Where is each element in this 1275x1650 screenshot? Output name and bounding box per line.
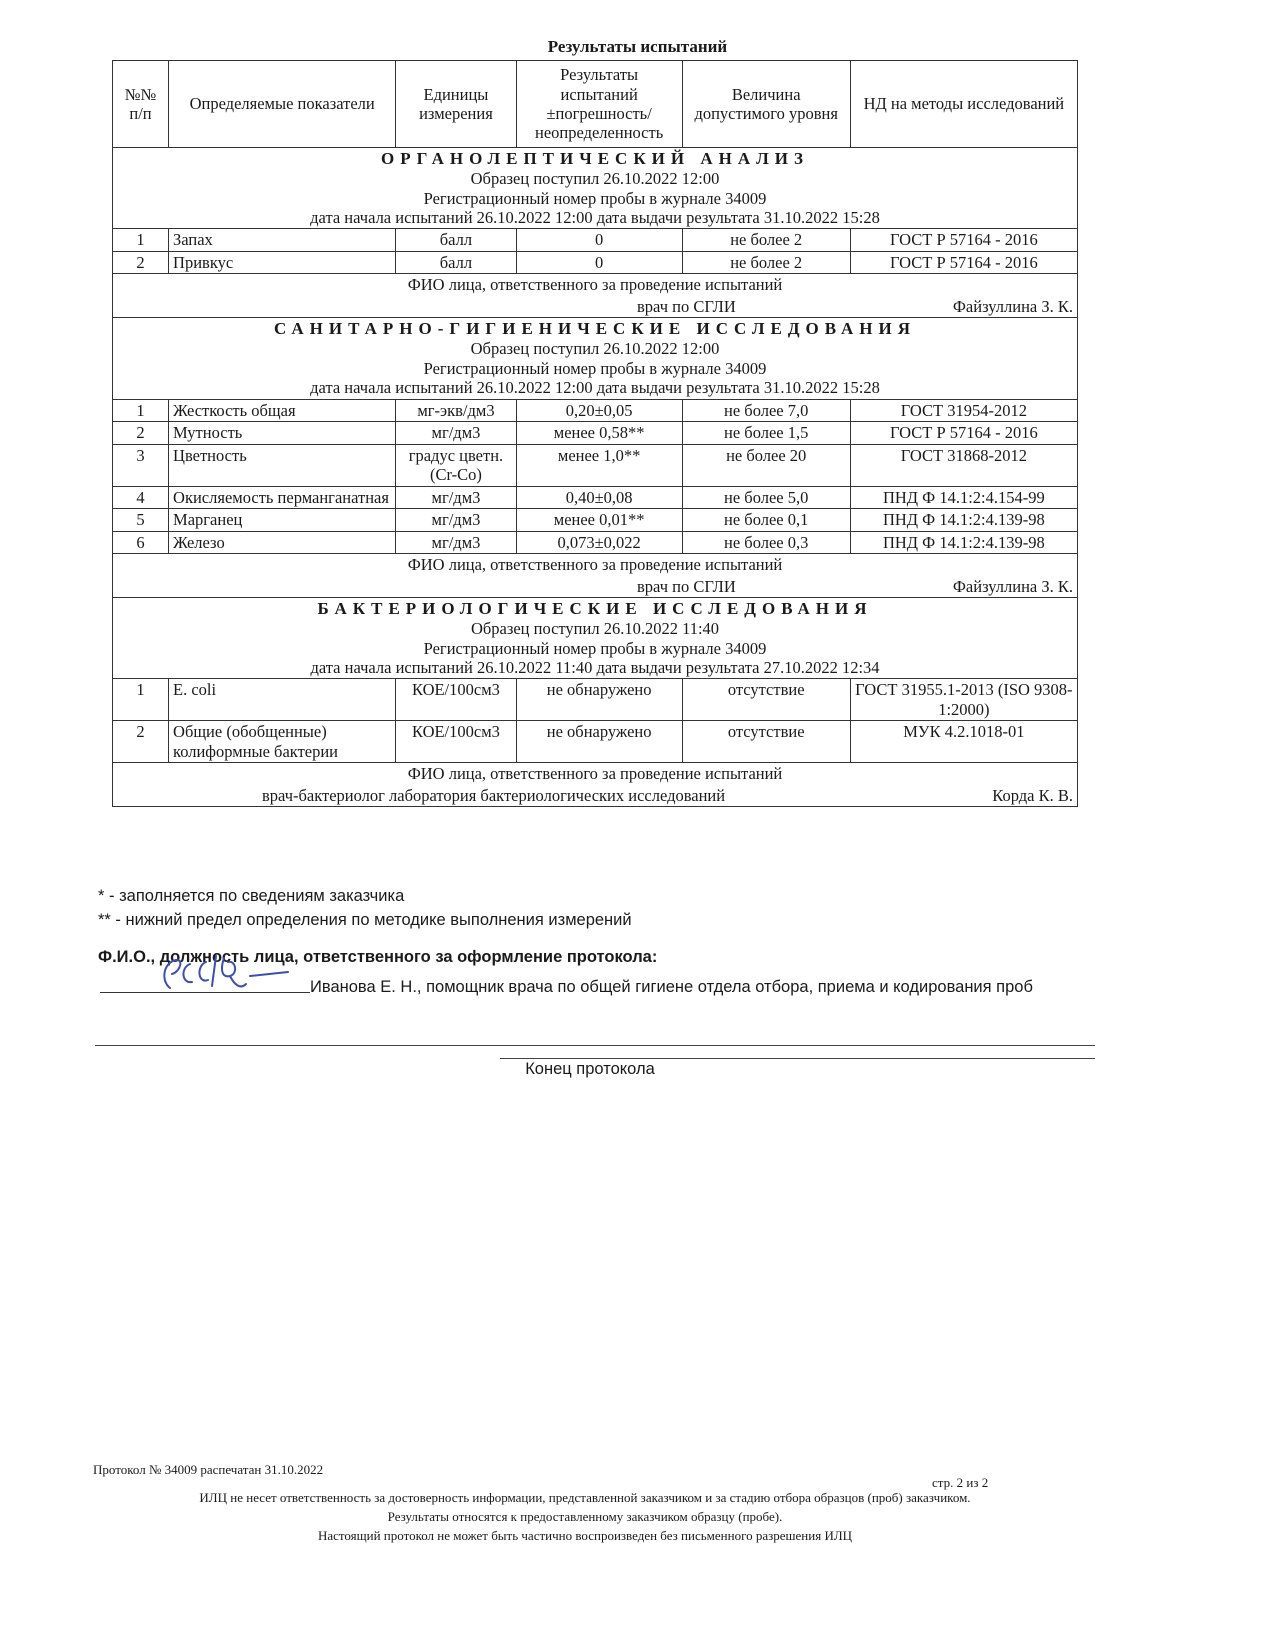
allowed-limit: не более 2 bbox=[682, 229, 850, 251]
registration-number: Регистрационный номер пробы в журнале 34009 bbox=[423, 638, 767, 658]
responsible-heading: ФИО лица, ответственного за проведение испытаний bbox=[407, 555, 783, 575]
divider-line bbox=[500, 1058, 1095, 1059]
test-result: 0,20±0,05 bbox=[516, 399, 682, 421]
results-table bbox=[112, 60, 1078, 807]
header-method: НД на методы исследований bbox=[850, 61, 1077, 148]
responsible-heading: ФИО лица, ответственного за проведение испытаний bbox=[407, 275, 783, 295]
test-method: ПНД Ф 14.1:2:4.139-98 bbox=[850, 531, 1077, 553]
section-header bbox=[113, 148, 1078, 229]
unit: градус цветн.(Cr-Co) bbox=[396, 444, 516, 486]
unit: мг/дм3 bbox=[396, 422, 516, 444]
unit: балл bbox=[396, 229, 516, 251]
table-row bbox=[113, 531, 1078, 553]
unit: КОЕ/100см3 bbox=[396, 679, 516, 721]
protocol-responsible-header: Ф.И.О., должность лица, ответственного за оформление протокола: bbox=[98, 948, 658, 966]
indicator-name: Цветность bbox=[169, 444, 396, 486]
test-dates: дата начала испытаний 26.10.2022 12:00 дата выдачи результата 31.10.2022 15:28 bbox=[310, 207, 880, 227]
test-result: не обнаружено bbox=[516, 679, 682, 721]
test-dates: дата начала испытаний 26.10.2022 12:00 дата выдачи результата 31.10.2022 15:28 bbox=[310, 378, 880, 398]
allowed-limit: не более 7,0 bbox=[682, 399, 850, 421]
responsible-line bbox=[117, 297, 1073, 316]
table-row bbox=[113, 399, 1078, 421]
section-header-cell bbox=[113, 598, 1078, 679]
end-of-protocol: Конец протокола bbox=[525, 1060, 655, 1078]
row-number: 4 bbox=[113, 486, 169, 508]
table-row bbox=[113, 229, 1078, 251]
responsible-position: врач по СГЛИ bbox=[637, 296, 736, 316]
unit: мг/дм3 bbox=[396, 509, 516, 531]
registration-number: Регистрационный номер пробы в журнале 34009 bbox=[423, 188, 767, 208]
allowed-limit: не более 5,0 bbox=[682, 486, 850, 508]
test-result: 0 bbox=[516, 251, 682, 273]
test-method: ГОСТ 31868-2012 bbox=[850, 444, 1077, 486]
test-method: МУК 4.2.1018-01 bbox=[850, 721, 1077, 763]
unit: балл bbox=[396, 251, 516, 273]
sample-received: Образец поступил 26.10.2022 11:40 bbox=[470, 619, 720, 639]
footer-disclaimer: ИЛЦ не несет ответственность за достоверность информации, представленной заказчиком и за стадию отбора образцов (проб) заказчиком. bbox=[199, 1490, 971, 1505]
row-number: 1 bbox=[113, 229, 169, 251]
table-row bbox=[113, 721, 1078, 763]
unit: мг-экв/дм3 bbox=[396, 399, 516, 421]
responsible-cell bbox=[113, 763, 1078, 807]
header-number: №№ п/п bbox=[113, 61, 169, 148]
test-result: менее 0,01** bbox=[516, 509, 682, 531]
table-row bbox=[113, 251, 1078, 273]
table-row bbox=[113, 444, 1078, 486]
row-number: 3 bbox=[113, 444, 169, 486]
section-title: ОРГАНОЛЕПТИЧЕСКИЙ АНАЛИЗ bbox=[381, 149, 809, 168]
test-result: менее 0,58** bbox=[516, 422, 682, 444]
indicator-name: E. coli bbox=[169, 679, 396, 721]
registration-number: Регистрационный номер пробы в журнале 34009 bbox=[423, 358, 767, 378]
responsible-line bbox=[117, 786, 1073, 805]
row-number: 2 bbox=[113, 422, 169, 444]
table-row bbox=[113, 679, 1078, 721]
unit: КОЕ/100см3 bbox=[396, 721, 516, 763]
responsible-row bbox=[113, 554, 1078, 598]
allowed-limit: не более 20 bbox=[682, 444, 850, 486]
row-number: 1 bbox=[113, 399, 169, 421]
test-method: ПНД Ф 14.1:2:4.154-99 bbox=[850, 486, 1077, 508]
unit: мг/дм3 bbox=[396, 531, 516, 553]
indicator-name: Окисляемость перманганатная bbox=[169, 486, 396, 508]
indicator-name: Марганец bbox=[169, 509, 396, 531]
responsible-position: врач по СГЛИ bbox=[637, 576, 736, 596]
unit: мг/дм3 bbox=[396, 486, 516, 508]
responsible-row bbox=[113, 274, 1078, 318]
footer-page-number: стр. 2 из 2 bbox=[932, 1475, 989, 1490]
indicator-name: Железо bbox=[169, 531, 396, 553]
footer-disclaimer: Результаты относятся к предоставленному заказчиком образцу (пробе). bbox=[387, 1509, 783, 1524]
header-indicator: Определяемые показатели bbox=[169, 61, 396, 148]
test-method: ГОСТ Р 57164 - 2016 bbox=[850, 229, 1077, 251]
table-header-row bbox=[113, 61, 1078, 148]
row-number: 6 bbox=[113, 531, 169, 553]
header-limit: Величина допустимого уровня bbox=[682, 61, 850, 148]
divider-line bbox=[95, 1045, 1095, 1046]
allowed-limit: не более 0,3 bbox=[682, 531, 850, 553]
responsible-name: Файзуллина З. К. bbox=[952, 296, 1073, 316]
signature bbox=[150, 950, 290, 1003]
responsible-heading: ФИО лица, ответственного за проведение испытаний bbox=[407, 764, 783, 784]
allowed-limit: отсутствие bbox=[682, 679, 850, 721]
indicator-name: Мутность bbox=[169, 422, 396, 444]
sample-received: Образец поступил 26.10.2022 12:00 bbox=[470, 169, 720, 189]
section-title: БАКТЕРИОЛОГИЧЕСКИЕ ИССЛЕДОВАНИЯ bbox=[317, 599, 873, 618]
test-result: не обнаружено bbox=[516, 721, 682, 763]
allowed-limit: не более 0,1 bbox=[682, 509, 850, 531]
section-header bbox=[113, 598, 1078, 679]
row-number: 1 bbox=[113, 679, 169, 721]
responsible-name: Корда К. В. bbox=[992, 785, 1073, 805]
responsible-position: врач-бактериолог лаборатория бактериологических исследований bbox=[262, 785, 726, 805]
footnotes bbox=[98, 884, 632, 932]
responsible-cell bbox=[113, 274, 1078, 318]
results-table-body bbox=[113, 61, 1078, 807]
section-header-cell bbox=[113, 148, 1078, 229]
protocol-signer: Иванова Е. Н., помощник врача по общей гигиене отдела отбора, приема и кодирования проб bbox=[310, 978, 1033, 996]
section-title: САНИТАРНО-ГИГИЕНИЧЕСКИЕ ИССЛЕДОВАНИЯ bbox=[273, 319, 917, 339]
footer-printed: Протокол № 34009 распечатан 31.10.2022 bbox=[93, 1462, 324, 1477]
test-method: ПНД Ф 14.1:2:4.139-98 bbox=[850, 509, 1077, 531]
responsible-line bbox=[117, 577, 1073, 596]
section-header bbox=[113, 318, 1078, 399]
footer-disclaimer: Настоящий протокол не может быть частично воспроизведен без письменного разрешения ИЛЦ bbox=[317, 1528, 853, 1543]
test-result: 0 bbox=[516, 229, 682, 251]
responsible-row bbox=[113, 763, 1078, 807]
test-dates: дата начала испытаний 26.10.2022 11:40 дата выдачи результата 27.10.2022 12:34 bbox=[310, 657, 880, 677]
test-method: ГОСТ Р 57164 - 2016 bbox=[850, 422, 1077, 444]
indicator-name: Жесткость общая bbox=[169, 399, 396, 421]
allowed-limit: не более 2 bbox=[682, 251, 850, 273]
row-number: 2 bbox=[113, 721, 169, 763]
header-result: Результаты испытаний ±погрешность/ неопределенность bbox=[516, 61, 682, 148]
test-result: менее 1,0** bbox=[516, 444, 682, 486]
test-method: ГОСТ Р 57164 - 2016 bbox=[850, 251, 1077, 273]
indicator-name: Общие (обобщенные) колиформные бактерии bbox=[169, 721, 396, 763]
table-row bbox=[113, 509, 1078, 531]
test-method: ГОСТ 31955.1-2013 (ISO 9308-1:2000) bbox=[850, 679, 1077, 721]
page-title: Результаты испытаний bbox=[547, 37, 728, 56]
section-header-cell bbox=[113, 318, 1078, 399]
test-result: 0,073±0,022 bbox=[516, 531, 682, 553]
header-unit: Единицы измерения bbox=[396, 61, 516, 148]
indicator-name: Привкус bbox=[169, 251, 396, 273]
row-number: 2 bbox=[113, 251, 169, 273]
allowed-limit: не более 1,5 bbox=[682, 422, 850, 444]
row-number: 5 bbox=[113, 509, 169, 531]
responsible-name: Файзуллина З. К. bbox=[952, 576, 1073, 596]
table-row bbox=[113, 422, 1078, 444]
sample-received: Образец поступил 26.10.2022 12:00 bbox=[470, 339, 720, 359]
footnote-customer: * - заполняется по сведениям заказчика bbox=[98, 887, 405, 905]
test-result: 0,40±0,08 bbox=[516, 486, 682, 508]
allowed-limit: отсутствие bbox=[682, 721, 850, 763]
table-row bbox=[113, 486, 1078, 508]
indicator-name: Запах bbox=[169, 229, 396, 251]
signature-line bbox=[100, 992, 310, 993]
test-method: ГОСТ 31954-2012 bbox=[850, 399, 1077, 421]
footnote-detection-limit: ** - нижний предел определения по методике выполнения измерений bbox=[98, 911, 632, 929]
responsible-cell bbox=[113, 554, 1078, 598]
